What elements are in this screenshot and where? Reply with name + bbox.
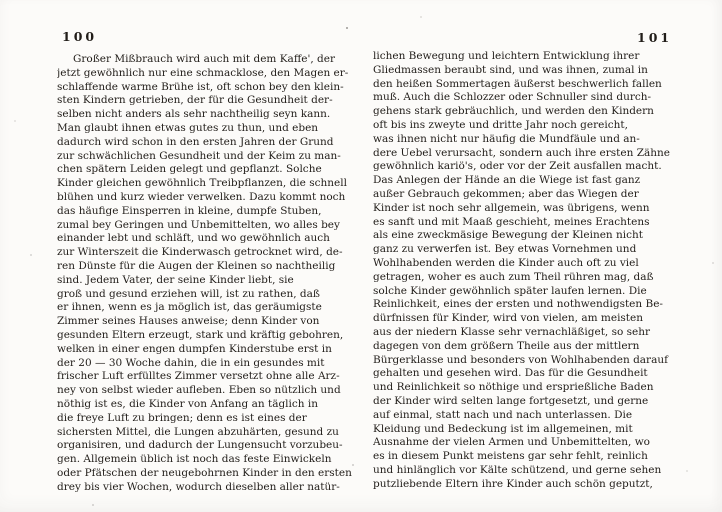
text-line: zur schwächlichen Gesundheit und der Keim zu man-: [57, 149, 341, 162]
text-line: Kinder ist noch sehr allgemein, was übrigens, wenn: [373, 201, 650, 214]
text-line: dere Uebel verursacht, sondern auch ihre ersten Zähne: [373, 146, 671, 159]
text-line: sichersten Mittel, die Lungen abzuhärten, gesund zu: [57, 425, 339, 438]
text-line: was ihnen nicht nur häufig die Mundfäule und an-: [373, 132, 640, 145]
text-line: der 20 — 30 Woche dahin, die in ein gesundes mit: [57, 356, 325, 369]
text-line: groß und gesund erziehen will, ist zu rathen, daß: [57, 287, 320, 300]
text-line: organisiren, und dadurch der Lungensucht vorzubeu-: [57, 439, 343, 452]
text-line: außer Gebrauch gekommen; aber das Wiegen der: [373, 187, 639, 200]
text-line: Zimmer seines Hauses anweise; denn Kinder von: [57, 315, 320, 328]
text-line: gehalten und gesehen wird. Das für die Gesundheit: [373, 367, 648, 380]
text-line: solche Kinder gewöhnlich später laufen lernen. Die: [373, 284, 647, 297]
text-line: oder Pfätschen der neugebohrnen Kinder in den ersten: [57, 466, 352, 479]
text-line: Ausnahme der vielen Armen und Unbemittelten, wo: [373, 436, 651, 449]
text-line: es sanft und mit Maaß geschieht, meines Erachtens: [373, 215, 650, 228]
text-line: schlaffende warme Brühe ist, oft schon bey den klein-: [57, 80, 344, 93]
scan-speckle-artifacts: [0, 0, 2, 2]
text-line: lichen Bewegung und leichtern Entwicklung ihrer: [373, 50, 640, 62]
text-line: gehens stark gebräuchlich, und werden den Kindern: [373, 105, 654, 118]
text-line: und hinlänglich vor Kälte schützend, und gerne sehen: [373, 463, 662, 476]
text-line: gen. Allgemein üblich ist noch das feste Einwickeln: [57, 453, 332, 466]
page-left-text-column: [57, 53, 362, 495]
text-line: Gliedmassen beraubt sind, und was ihnen, zumal in: [373, 63, 648, 76]
text-line: es in diesem Punkt meistens gar sehr fehlt, reinlich: [373, 450, 648, 463]
text-line: auf einmal, statt nach und nach unterlassen. Die: [373, 408, 633, 421]
text-line: Kinder gleichen gewöhnlich Treibpflanzen, die schnell: [57, 177, 347, 190]
text-line: oft bis ins zweyte und dritte Jahr noch gereicht,: [373, 118, 628, 131]
text-line: muß. Auch die Schlozzer oder Schnuller sind durch-: [373, 91, 652, 104]
text-line: der Kinder wird selten lange fortgesetzt, und gerne: [373, 394, 649, 407]
text-line: getragen, woher es auch zum Theil rühren mag, daß: [373, 270, 654, 283]
text-line: gewöhnlich kariö's, oder vor der Zeit ausfallen macht.: [373, 160, 662, 173]
text-line: als eine zweckmäsige Bewegung der Kleinen nicht: [373, 229, 644, 242]
text-line: dürfnissen für Kinder, wird von vielen, am meisten: [373, 312, 644, 325]
text-line: nöthig ist es, die Kinder von Anfang an täglich in: [57, 397, 318, 410]
text-line: Kleidung und Bedeckung ist im allgemeinen, mit: [373, 422, 633, 435]
page-right: [366, 0, 722, 512]
text-line: welken in einer engen dumpfen Kinderstube erst in: [57, 342, 332, 355]
text-line: blühen und kurz wieder verwelken. Dazu kommt noch: [57, 190, 346, 203]
page-number-left: 100: [62, 29, 98, 44]
text-line: Wohlhabenden werden die Kinder auch oft zu viel: [373, 256, 639, 269]
text-line: dagegen von dem größern Theile aus der mittlern: [373, 339, 640, 352]
text-line: einander lebt und schläft, und wo gewöhnlich auch: [57, 232, 330, 245]
text-line: chen spätern Leiden gelegt und gepflanzt. Solche: [57, 163, 322, 176]
text-line: jetzt gewöhnlich nur eine schmacklose, den Magen er-: [57, 66, 349, 79]
text-line: zumal bey Geringen und Unbemittelten, wo alles bey: [57, 218, 340, 231]
text-line: Das Anlegen der Hände an die Wiege ist fast ganz: [373, 174, 641, 187]
text-line: aus der niedern Klasse sehr vernachläßiget, so sehr: [373, 325, 651, 338]
page-number-right: 101: [637, 30, 673, 45]
text-line: selben nicht anders als sehr nachtheilig seyn kann.: [57, 108, 331, 121]
text-line: sten Kindern getrieben, der für die Gesundheit der-: [57, 94, 333, 107]
text-line: Bürgerklasse und besonders von Wohlhabenden darauf: [373, 353, 668, 366]
text-line: zur Winterszeit die Kinderwasch getrocknet wird, de-: [57, 246, 343, 259]
text-line: er ihnen, wenn es ja möglich ist, das geräumigste: [57, 301, 322, 314]
text-line: das häufige Einsperren in kleine, dumpfe Stuben,: [57, 204, 322, 217]
text-line: dadurch wird schon in den ersten Jahren der Grund: [57, 135, 334, 148]
text-line: Reinlichkeit, eines der ersten und nothwendigsten Be-: [373, 298, 663, 311]
text-line: ney von selbst wieder aufleben. Eben so nützlich und: [57, 384, 341, 397]
text-line: putzliebende Eltern ihre Kinder auch schön geputzt,: [373, 477, 653, 490]
text-line: den heißen Sommertagen äußerst beschwerlich fallen: [373, 77, 662, 90]
text-line: Großer Mißbrauch wird auch mit dem Kaffe', der: [73, 53, 336, 65]
text-line: drey bis vier Wochen, wodurch dieselben aller natür-: [57, 480, 340, 493]
text-line: die freye Luft zu bringen; denn es ist eines der: [57, 411, 307, 424]
text-line: gesunden Eltern erzeugt, stark und kräftig gebohren,: [57, 328, 344, 341]
text-line: frischer Luft erfülltes Zimmer versetzt ohne alle Arz-: [57, 370, 340, 383]
text-line: ren Dünste für die Augen der Kleinen so nachtheilig: [57, 259, 336, 272]
text-line: ganz zu verwerfen ist. Bey etwas Vornehmen und: [373, 243, 637, 256]
text-line: sind. Jedem Vater, der seine Kinder liebt, sie: [57, 273, 294, 286]
text-line: und Reinlichkeit so nöthige und ersprießliche Baden: [373, 381, 654, 394]
text-line: Man glaubt ihnen etwas gutes zu thun, und eben: [57, 121, 319, 134]
page-right-text-column: [373, 50, 676, 492]
